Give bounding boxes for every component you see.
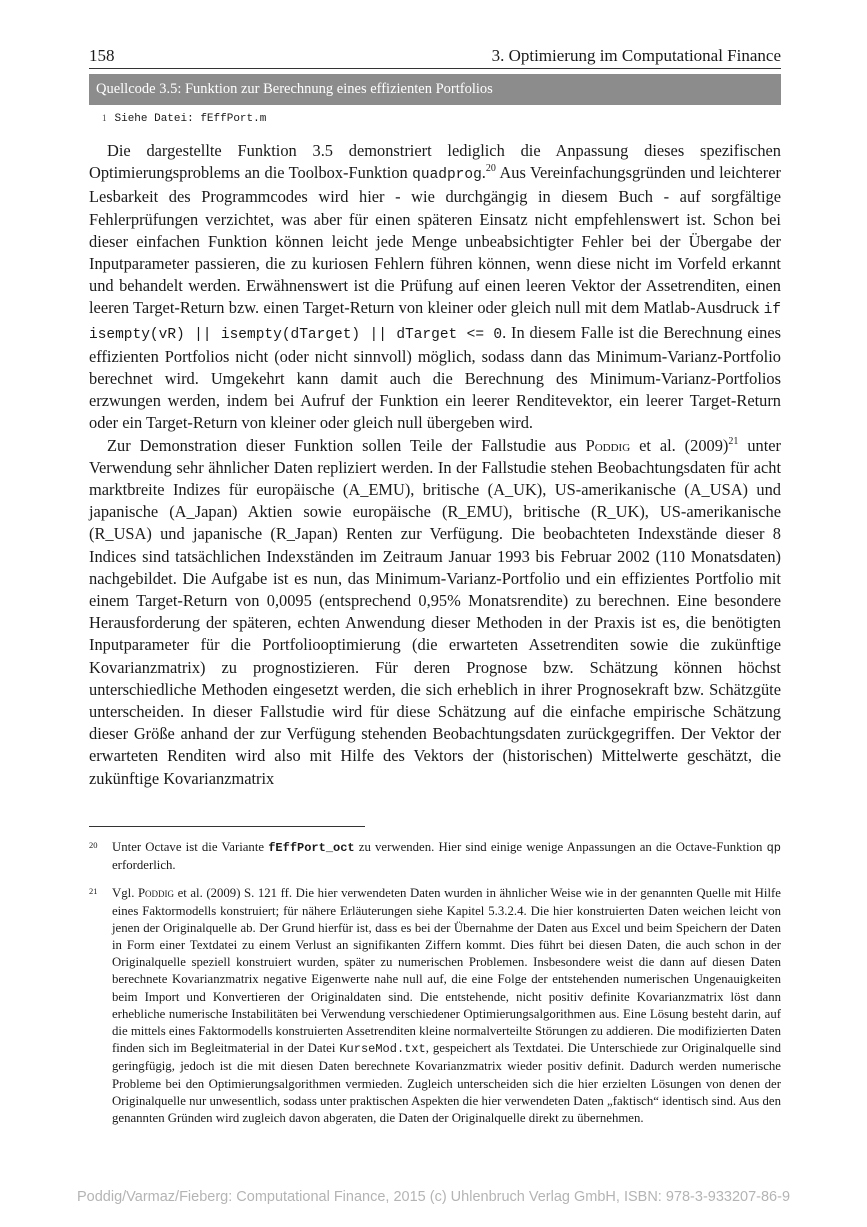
- inline-code: quadprog: [412, 167, 482, 184]
- text-run: .: [481, 163, 486, 183]
- footnote-text: [112, 885, 781, 1127]
- text-run: Unter Octave ist die Variante: [112, 840, 269, 854]
- text-run: et al. (2009) S. 121 ff. Die hier verwendeten Daten wurden in ähnlicher Weise wie in der genannten Quelle mit Hilfe eines Faktormodells konstruiert; für nähere Erläuterungen siehe Kapitel 5.3.2.4. Die hier konstruierten Daten weichen leicht von jenen der Originalquelle ab. Der Grund hierfür ist, dass es bei der Übernahme der Daten aus Excel und beim Speichern der Daten in Form einer Textdatei zu einem Verlust an signifikanten Ziffern kommt. Dies führt bei diesen Daten, die auch schon in der Originalquelle speziell konstruiert wurden, später zu numerischen Problemen. Insbesondere weist die dann auf diesen Daten berechnete Kovarianzmatrix negative Eigenwerte nahe null auf, die eine Folge der entstehenden numerischen Ungenauigkeiten beim Import und Konvertieren der Originaldaten sind. Die entstehende, nicht positiv definite Kovarianzmatrix löst dann erhebliche numerische Instabilitäten bei Verwendung verschiedener Optimierungsalgorithmen aus. Eine Lösung besteht darin, auf die mittels eines Faktormodells konstruierten Assetrenditen kleine normalverteilte Störungen zu addieren. Die modifizierten Daten finden sich im Begleitmaterial in der Datei: [112, 886, 781, 1056]
- code-listing: [102, 110, 266, 127]
- text-run: Aus Vereinfachungsgründen und leichterer Lesbarkeit des Programmcodes wird hier - wie durchgängig in diesem Buch - auf sorgfältige Fehlerprüfungen verzichtet, was aber für einen späteren Einsatz nicht empfehlenswert ist. Schon bei dieser einfachen Funktion können leicht jede Menge unbeabsichtigter Fehler bei der Übergabe der Inputparameter passieren, die zu kuriosen Fehlern führen können, wenn diese nicht im Vorfeld erkannt und behandelt werden. Erwähnenswert ist die Prüfung auf einen leeren Vektor der Assetrenditen, einen leeren Target-Return bzw. einen Target-Return von kleiner oder gleich null mit dem Matlab-Ausdruck: [89, 163, 781, 318]
- text-run: erforderlich.: [112, 858, 176, 873]
- running-header: [89, 42, 781, 69]
- footnote-ref-21[interactable]: 21: [728, 435, 739, 447]
- paragraph: [89, 140, 781, 435]
- footnote-number: 20: [89, 840, 98, 850]
- listing-caption: Quellcode 3.5: Funktion zur Berechnung eines effizienten Portfolios: [89, 74, 781, 105]
- text-run: Zur Demonstration dieser Funktion sollen Teile der Fallstudie aus: [107, 435, 586, 455]
- chapter-title: 3. Optimierung im Computational Finance: [491, 46, 781, 65]
- paragraph: [89, 435, 781, 790]
- text-run: zu verwenden. Hier sind einige wenige Anpassungen an die Octave-Funktion: [354, 840, 767, 854]
- code-line-number: 1: [102, 113, 107, 123]
- text-run: . In diesem Falle ist die Berechnung eines effizienten Portfolios nicht (oder nicht sinnvoll) möglich, sodass dann das Minimum-Varianz-Portfolio berechnet wird. Umgekehrt kann damit auch die Berechnung des Minimum-Varianz-Portfolios erzwungen werden, indem bei Aufruf der Funktion ein leerer Renditevektor, ein leerer Target-Return oder ein Target-Return von kleiner oder gleich null übergeben wird.: [89, 322, 782, 433]
- inline-code: KurseMod.txt: [339, 1042, 426, 1057]
- text-run: Vgl.: [112, 886, 138, 901]
- inline-code: fEffPort_oct: [268, 841, 355, 855]
- code-text: Siehe Datei: fEffPort.m: [114, 113, 267, 125]
- footnotes: [89, 839, 781, 1138]
- footnote-text: [112, 839, 781, 874]
- inline-code: if isempty(vR) || isempty(dTarget) || dTarget <= 0: [89, 302, 781, 343]
- text-run: et al. (2009): [630, 435, 729, 455]
- copyright-watermark: Poddig/Varmaz/Fieberg: Computational Finance, 2015 (c) Uhlenbruch Verlag GmbH, ISBN: 978-3-933207-86-9: [76, 1189, 791, 1205]
- text-run: Die dargestellte Funktion 3.5 demonstriert lediglich die Anpassung dieses spezifischen Optimierungsproblems an die Toolbox-Funktion: [89, 141, 781, 183]
- footnote-number: 21: [89, 886, 98, 897]
- page-number: 158: [89, 46, 115, 65]
- author-name: Poddig: [585, 435, 631, 455]
- footnote-divider: [89, 826, 365, 827]
- footnote-20: [89, 839, 781, 874]
- body-text: [89, 140, 781, 790]
- footnote-21: [89, 885, 781, 1127]
- text-run: , gespeichert als Textdatei. Die Unterschiede zur Originalquelle sind geringfügig, jedoch ist die mit diesen Daten berechnete Kovarianzmatrix wieder positiv definit. Dadurch werden numerische Probleme bei den Optimierungsalgorithmen vermieden. Zugleich unterscheiden sich die hier erzielten Lösungen von denen der Originalquelle nur unwesentlich, sodass unter praktischen Aspekten die hier verwendeten Daten „faktisch“ identisch sind. Aus den genannten Gründen wird zugleich davon abgeraten, die Daten der Originalquelle direkt zu übernehmen.: [112, 1041, 781, 1126]
- text-run: unter Verwendung sehr ähnlicher Daten repliziert werden. In der Fallstudie stehen Beobachtungsdaten für acht marktbreite Indizes für europäische (A_EMU), britische (A_UK), US-amerikanische (A_USA) und japanische (A_Japan) Aktien sowie europäische (R_EMU), britische (R_UK), US-amerikanische (R_USA) und japanische (R_Japan) Renten zur Verfügung. Die beobachteten Indexstände dieser 8 Indices sind tatsächlichen Indexständen im Zeitraum Januar 1993 bis Februar 2002 (110 Monatsdaten) nachgebildet. Die Aufgabe ist es nun, das Minimum-Varianz-Portfolio und ein effizientes Portfolio mit einem Target-Return von 0,0095 (entsprechend 0,95% Monatsrendite) zu berechnen. Eine besondere Herausforderung der späteren, echten Anwendung dieser Methoden in der Praxis ist es, die benötigten Inputparameter für die Portfoliooptimierung (die erwarteten Assetrenditen sowie die zukünftige Kovarianzmatrix) zu prognostizieren. Für deren Prognose bzw. Schätzung können höchst unterschiedliche Methoden eingesetzt werden, die sich erheblich in ihrer Prognosekraft bzw. Schätzgüte unterscheiden. In dieser Fallstudie wird für diese Schätzung auf die einfache empirische Schätzung dieser Größe anhand der zur Verfügung stehenden Beobachtungsdaten zurückgegriffen. Der Vektor der erwarteten Renditen wird also mit Hilfe des Vektors der (historischen) Mittelwerte geschätzt, die zukünftige Kovarianzmatrix: [89, 435, 781, 788]
- inline-code: qp: [766, 841, 781, 855]
- footnote-ref-20[interactable]: 20: [485, 163, 496, 175]
- author-name: Poddig: [137, 886, 175, 901]
